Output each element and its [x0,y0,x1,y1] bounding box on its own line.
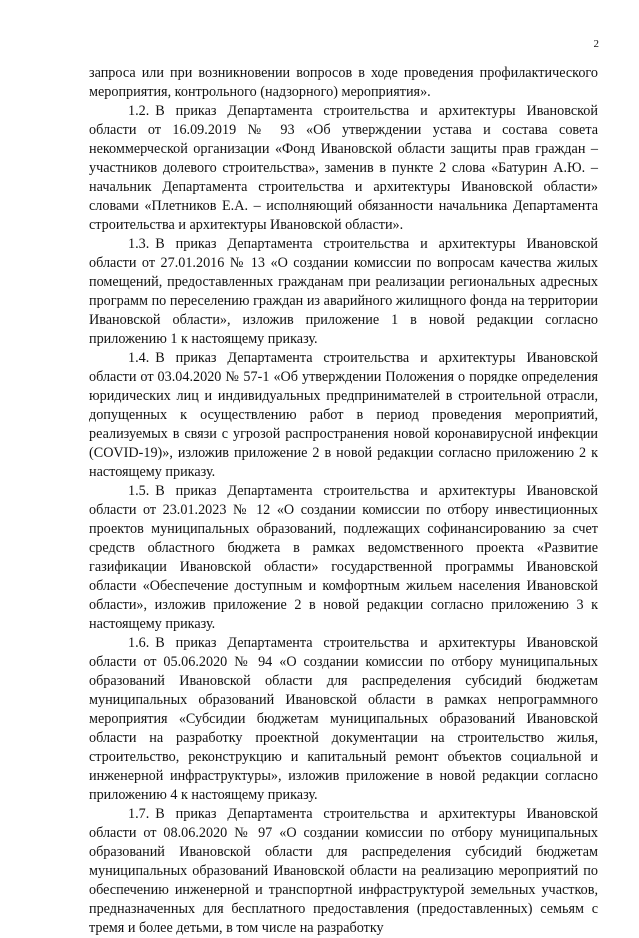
paragraph-number: 1.7. [128,806,150,822]
paragraph-text: В приказ Департамента строительства и архитектуры Ивановской области от 16.09.2019 № 93 «Об утверждении устава и состава совета некоммерческой организации «Фонд Ивановской области защиты прав граждан – участников долевого строительства», заменив в пункте 2 слова «Батурин А.Ю. – начальник Департамента строительства и архитектуры Ивановской области» словами «Плетников Е.А. – исполняющий обязанности начальника Департамента строительства и архитектуры Ивановской области». [89,103,598,233]
paragraph-number: 1.6. [128,635,150,651]
paragraph-number: 1.5. [128,483,150,499]
paragraph-text: В приказ Департамента строительства и архитектуры Ивановской области от 08.06.2020 № 97 «О создании комиссии по отбору муниципальных образований Ивановской области для распределения субсидий бюджетам муниципальных образований Ивановской области на реализацию мероприятий по обеспечению инженерной и транспортной инфраструктурой земельных участков, предназначенных для бесплатного предоставления (предоставленных) семьям с тремя и более детьми, в том числе на разработку [89,806,598,936]
paragraph-item-1-5 [89,482,598,634]
document-body [89,64,598,938]
paragraph-item-1-3 [89,235,598,349]
paragraph-text: запроса или при возникновении вопросов в ходе проведения профилактического мероприятия, контрольного (надзорного) мероприятия». [89,65,598,100]
paragraph-number: 1.3. [128,236,150,252]
paragraph-text: В приказ Департамента строительства и архитектуры Ивановской области от 03.04.2020 № 57-1 «Об утверждении Положения о порядке определения юридических лиц и индивидуальных предпринимателей в строительной отрасли, допущенных к осуществлению работ в период проведения мероприятий, реализуемых в связи с угрозой распространения новой коронавирусной инфекции (COVID-19)», изложив приложение 2 в новой редакции согласно приложению 2 к настоящему приказу. [89,350,598,480]
paragraph-text: В приказ Департамента строительства и архитектуры Ивановской области от 27.01.2016 № 13 «О создании комиссии по вопросам качества жилых помещений, предоставленных гражданам при реализации региональных адресных программ по переселению граждан из аварийного жилищного фонда на территории Ивановской области», изложив приложение 1 в новой редакции согласно приложению 1 к настоящему приказу. [89,236,598,347]
paragraph-text: В приказ Департамента строительства и архитектуры Ивановской области от 05.06.2020 № 94 «О создании комиссии по отбору муниципальных образований Ивановской области для распределения субсидий бюджетам муниципальных образований Ивановской области в рамках непрограммного мероприятия «Субсидии бюджетам муниципальных образований Ивановской области на разработку проектной документации на строительство жилья, строительство, реконструкцию и капитальный ремонт объектов социальной и инженерной инфраструктуры», изложив приложение в новой редакции согласно приложению 4 к настоящему приказу. [89,635,598,803]
paragraph-text: В приказ Департамента строительства и архитектуры Ивановской области от 23.01.2023 № 12 «О создании комиссии по отбору инвестиционных проектов муниципальных образований, подлежащих софинансированию за счет средств областного бюджета в рамках ведомственного проекта «Развитие газификации Ивановской области» государственной программы Ивановской области «Обеспечение доступным и комфортным жильем населения Ивановской области», изложив приложение 2 в новой редакции согласно приложению 3 к настоящему приказу. [89,483,598,632]
paragraph-item-1-6 [89,634,598,805]
paragraph-item-1-2 [89,102,598,235]
page-number: 2 [593,38,599,50]
paragraph-item-1-7 [89,805,598,938]
paragraph-continuation [89,64,598,102]
paragraph-number: 1.2. [128,103,150,119]
paragraph-number: 1.4. [128,350,150,366]
paragraph-item-1-4 [89,349,598,482]
